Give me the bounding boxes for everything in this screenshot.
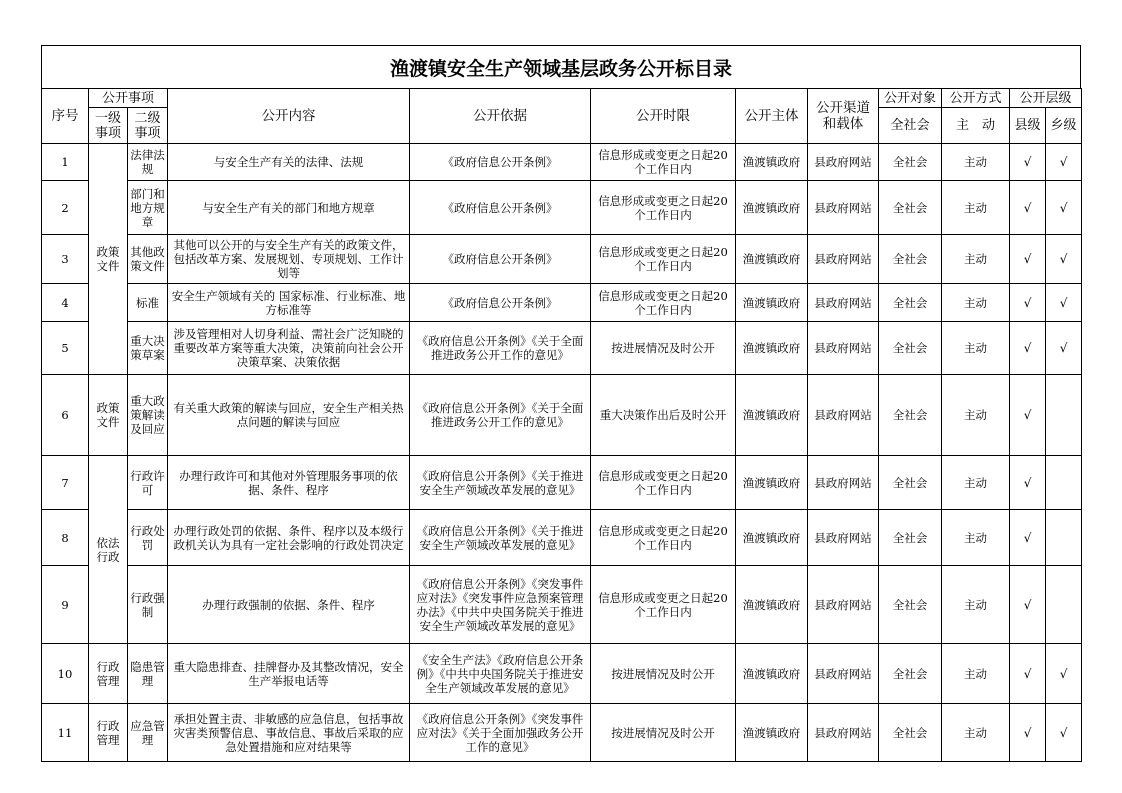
row-content: 承担处置主责、非敏感的应急信息，包括事故灾害类预警信息、事故信息、事故后采取的应急处置措施和应对结果等: [168, 704, 410, 762]
row-level2: 重大决策草案: [128, 322, 168, 375]
row-content: 涉及管理相对人切身利益、需社会广泛知晓的重要改革方案等重大决策，决策前向社会公开决策草案、决策依据: [168, 322, 410, 375]
header-level2: 二级事项: [128, 108, 168, 144]
row-subject: 渔渡镇政府: [736, 284, 808, 322]
row-audience: 全社会: [879, 144, 942, 181]
table-row: [42, 704, 1082, 762]
table-row: [42, 181, 1082, 235]
catalog-sheet: [41, 45, 1081, 762]
header-audience: 公开对象: [879, 89, 942, 108]
row-channel: 县政府网站: [808, 181, 879, 235]
row-content: 办理行政强制的依据、条件、程序: [168, 566, 410, 644]
row-deadline: 信息形成或变更之日起20个工作日内: [591, 566, 736, 644]
row-number: 5: [42, 322, 89, 375]
header-channel: 公开渠道和载体: [808, 89, 879, 144]
header-method: 公开方式: [942, 89, 1010, 108]
row-basis: 《政府信息公开条例》《关于推进安全生产领域改革发展的意见》: [410, 510, 591, 566]
row-subject: 渔渡镇政府: [736, 144, 808, 181]
row-number: 6: [42, 375, 89, 456]
header-content: 公开内容: [168, 89, 410, 144]
row-number: 8: [42, 510, 89, 566]
row-tier-town: [1046, 510, 1082, 566]
page-title: 渔渡镇安全生产领域基层政务公开标目录: [41, 45, 1081, 88]
row-subject: 渔渡镇政府: [736, 235, 808, 284]
row-content: 安全生产领域有关的 国家标准、行业标准、地方标准等: [168, 284, 410, 322]
table-row: [42, 510, 1082, 566]
row-subject: 渔渡镇政府: [736, 181, 808, 235]
row-basis: 《政府信息公开条例》: [410, 144, 591, 181]
row-channel: 县政府网站: [808, 322, 879, 375]
row-deadline: 信息形成或变更之日起20个工作日内: [591, 235, 736, 284]
table-row: [42, 144, 1082, 181]
row-deadline: 按进展情况及时公开: [591, 704, 736, 762]
row-level2: 法律法规: [128, 144, 168, 181]
row-tier-town: √: [1046, 704, 1082, 762]
row-basis: 《政府信息公开条例》《关于全面推进政务公开工作的意见》: [410, 375, 591, 456]
row-deadline: 信息形成或变更之日起20个工作日内: [591, 284, 736, 322]
row-content: 办理行政许可和其他对外管理服务事项的依据、条件、程序: [168, 456, 410, 510]
row-tier-town: √: [1046, 181, 1082, 235]
header-row-1: [42, 89, 1082, 108]
row-audience: 全社会: [879, 510, 942, 566]
row-level2: 其他政策文件: [128, 235, 168, 284]
row-level2: 行政强制: [128, 566, 168, 644]
row-number: 3: [42, 235, 89, 284]
row-deadline: 重大决策作出后及时公开: [591, 375, 736, 456]
row-channel: 县政府网站: [808, 235, 879, 284]
row-basis: 《安全生产法》《政府信息公开条例》《中共中央国务院关于推进安全生产领域改革发展的意见》: [410, 644, 591, 704]
row-basis: 《政府信息公开条例》《突发事件应对法》《突发事件应急预案管理办法》《中共中央国务院关于推进安全生产领域改革发展的意见》: [410, 566, 591, 644]
row-method: 主动: [942, 322, 1010, 375]
row-method: 主动: [942, 644, 1010, 704]
row-tier-county: √: [1010, 704, 1046, 762]
row-deadline: 按进展情况及时公开: [591, 644, 736, 704]
row-audience: 全社会: [879, 644, 942, 704]
row-basis: 《政府信息公开条例》《突发事件应对法》《关于全面加强政务公开工作的意见》: [410, 704, 591, 762]
row-subject: 渔渡镇政府: [736, 375, 808, 456]
table-row: [42, 456, 1082, 510]
row-tier-town: [1046, 375, 1082, 456]
row-method: 主动: [942, 181, 1010, 235]
row-subject: 渔渡镇政府: [736, 456, 808, 510]
row-level2: 行政处罚: [128, 510, 168, 566]
row-level1: 依法行政: [89, 456, 128, 644]
table-row: [42, 566, 1082, 644]
row-subject: 渔渡镇政府: [736, 322, 808, 375]
row-basis: 《政府信息公开条例》: [410, 181, 591, 235]
row-subject: 渔渡镇政府: [736, 510, 808, 566]
row-number: 4: [42, 284, 89, 322]
row-level2: 部门和地方规章: [128, 181, 168, 235]
table-row: [42, 322, 1082, 375]
row-subject: 渔渡镇政府: [736, 704, 808, 762]
row-basis: 《政府信息公开条例》: [410, 235, 591, 284]
row-number: 11: [42, 704, 89, 762]
row-number: 1: [42, 144, 89, 181]
row-tier-county: √: [1010, 566, 1046, 644]
row-method: 主动: [942, 510, 1010, 566]
row-number: 7: [42, 456, 89, 510]
row-tier-county: √: [1010, 644, 1046, 704]
row-method: 主动: [942, 566, 1010, 644]
row-audience: 全社会: [879, 235, 942, 284]
row-channel: 县政府网站: [808, 284, 879, 322]
header-tier-town: 乡级: [1046, 108, 1082, 144]
row-method: 主动: [942, 375, 1010, 456]
row-level1: 政策文件: [89, 375, 128, 456]
row-channel: 县政府网站: [808, 644, 879, 704]
row-channel: 县政府网站: [808, 456, 879, 510]
row-method: 主动: [942, 144, 1010, 181]
row-content: 与安全生产有关的部门和地方规章: [168, 181, 410, 235]
row-tier-county: √: [1010, 284, 1046, 322]
row-audience: 全社会: [879, 284, 942, 322]
row-number: 2: [42, 181, 89, 235]
row-level2: 行政许可: [128, 456, 168, 510]
row-level2: 标准: [128, 284, 168, 322]
row-content: 办理行政处罚的依据、条件、程序以及本级行政机关认为具有一定社会影响的行政处罚决定: [168, 510, 410, 566]
row-deadline: 按进展情况及时公开: [591, 322, 736, 375]
row-tier-town: √: [1046, 235, 1082, 284]
row-tier-county: √: [1010, 510, 1046, 566]
header-subject: 公开主体: [736, 89, 808, 144]
row-audience: 全社会: [879, 322, 942, 375]
row-channel: 县政府网站: [808, 566, 879, 644]
row-level1: 政策文件: [89, 144, 128, 375]
row-tier-county: √: [1010, 375, 1046, 456]
row-tier-town: √: [1046, 284, 1082, 322]
row-number: 9: [42, 566, 89, 644]
row-tier-county: √: [1010, 235, 1046, 284]
row-level2: 应急管理: [128, 704, 168, 762]
row-channel: 县政府网站: [808, 144, 879, 181]
row-method: 主动: [942, 704, 1010, 762]
row-deadline: 信息形成或变更之日起20个工作日内: [591, 510, 736, 566]
row-deadline: 信息形成或变更之日起20个工作日内: [591, 144, 736, 181]
row-audience: 全社会: [879, 181, 942, 235]
row-tier-county: √: [1010, 144, 1046, 181]
row-level1: 行政管理: [89, 704, 128, 762]
header-tier-county: 县级: [1010, 108, 1046, 144]
row-method: 主动: [942, 284, 1010, 322]
table-row: [42, 375, 1082, 456]
row-subject: 渔渡镇政府: [736, 644, 808, 704]
row-content: 与安全生产有关的法律、法规: [168, 144, 410, 181]
table-row: [42, 235, 1082, 284]
row-tier-county: √: [1010, 181, 1046, 235]
row-basis: 《政府信息公开条例》: [410, 284, 591, 322]
header-method-sub: 主 动: [942, 108, 1010, 144]
row-channel: 县政府网站: [808, 375, 879, 456]
row-level2: 重大政策解读及回应: [128, 375, 168, 456]
row-tier-town: √: [1046, 322, 1082, 375]
row-content: 重大隐患排查、挂牌督办及其整改情况，安全生产举报电话等: [168, 644, 410, 704]
row-content: 其他可以公开的与安全生产有关的政策文件，包括改革方案、发展规划、专项规划、工作计划等: [168, 235, 410, 284]
row-level2: 隐患管理: [128, 644, 168, 704]
row-tier-town: [1046, 456, 1082, 510]
row-channel: 县政府网站: [808, 704, 879, 762]
row-audience: 全社会: [879, 375, 942, 456]
row-level1: 行政管理: [89, 644, 128, 704]
row-tier-town: [1046, 566, 1082, 644]
row-method: 主动: [942, 456, 1010, 510]
row-number: 10: [42, 644, 89, 704]
row-subject: 渔渡镇政府: [736, 566, 808, 644]
row-audience: 全社会: [879, 704, 942, 762]
header-category: 公开事项: [89, 89, 168, 108]
header-deadline: 公开时限: [591, 89, 736, 144]
row-tier-town: √: [1046, 644, 1082, 704]
row-tier-county: √: [1010, 322, 1046, 375]
row-basis: 《政府信息公开条例》《关于推进安全生产领域改革发展的意见》: [410, 456, 591, 510]
row-audience: 全社会: [879, 456, 942, 510]
header-audience-sub: 全社会: [879, 108, 942, 144]
row-deadline: 信息形成或变更之日起20个工作日内: [591, 181, 736, 235]
row-tier-town: √: [1046, 144, 1082, 181]
row-basis: 《政府信息公开条例》《关于全面推进政务公开工作的意见》: [410, 322, 591, 375]
table-row: [42, 644, 1082, 704]
row-audience: 全社会: [879, 566, 942, 644]
row-channel: 县政府网站: [808, 510, 879, 566]
header-basis: 公开依据: [410, 89, 591, 144]
catalog-table: [41, 88, 1082, 762]
header-level1: 一级事项: [89, 108, 128, 144]
row-content: 有关重大政策的解读与回应，安全生产相关热点问题的解读与回应: [168, 375, 410, 456]
row-deadline: 信息形成或变更之日起20个工作日内: [591, 456, 736, 510]
row-tier-county: √: [1010, 456, 1046, 510]
header-tier: 公开层级: [1010, 89, 1082, 108]
table-row: [42, 284, 1082, 322]
header-seq: 序号: [42, 89, 89, 144]
row-method: 主动: [942, 235, 1010, 284]
